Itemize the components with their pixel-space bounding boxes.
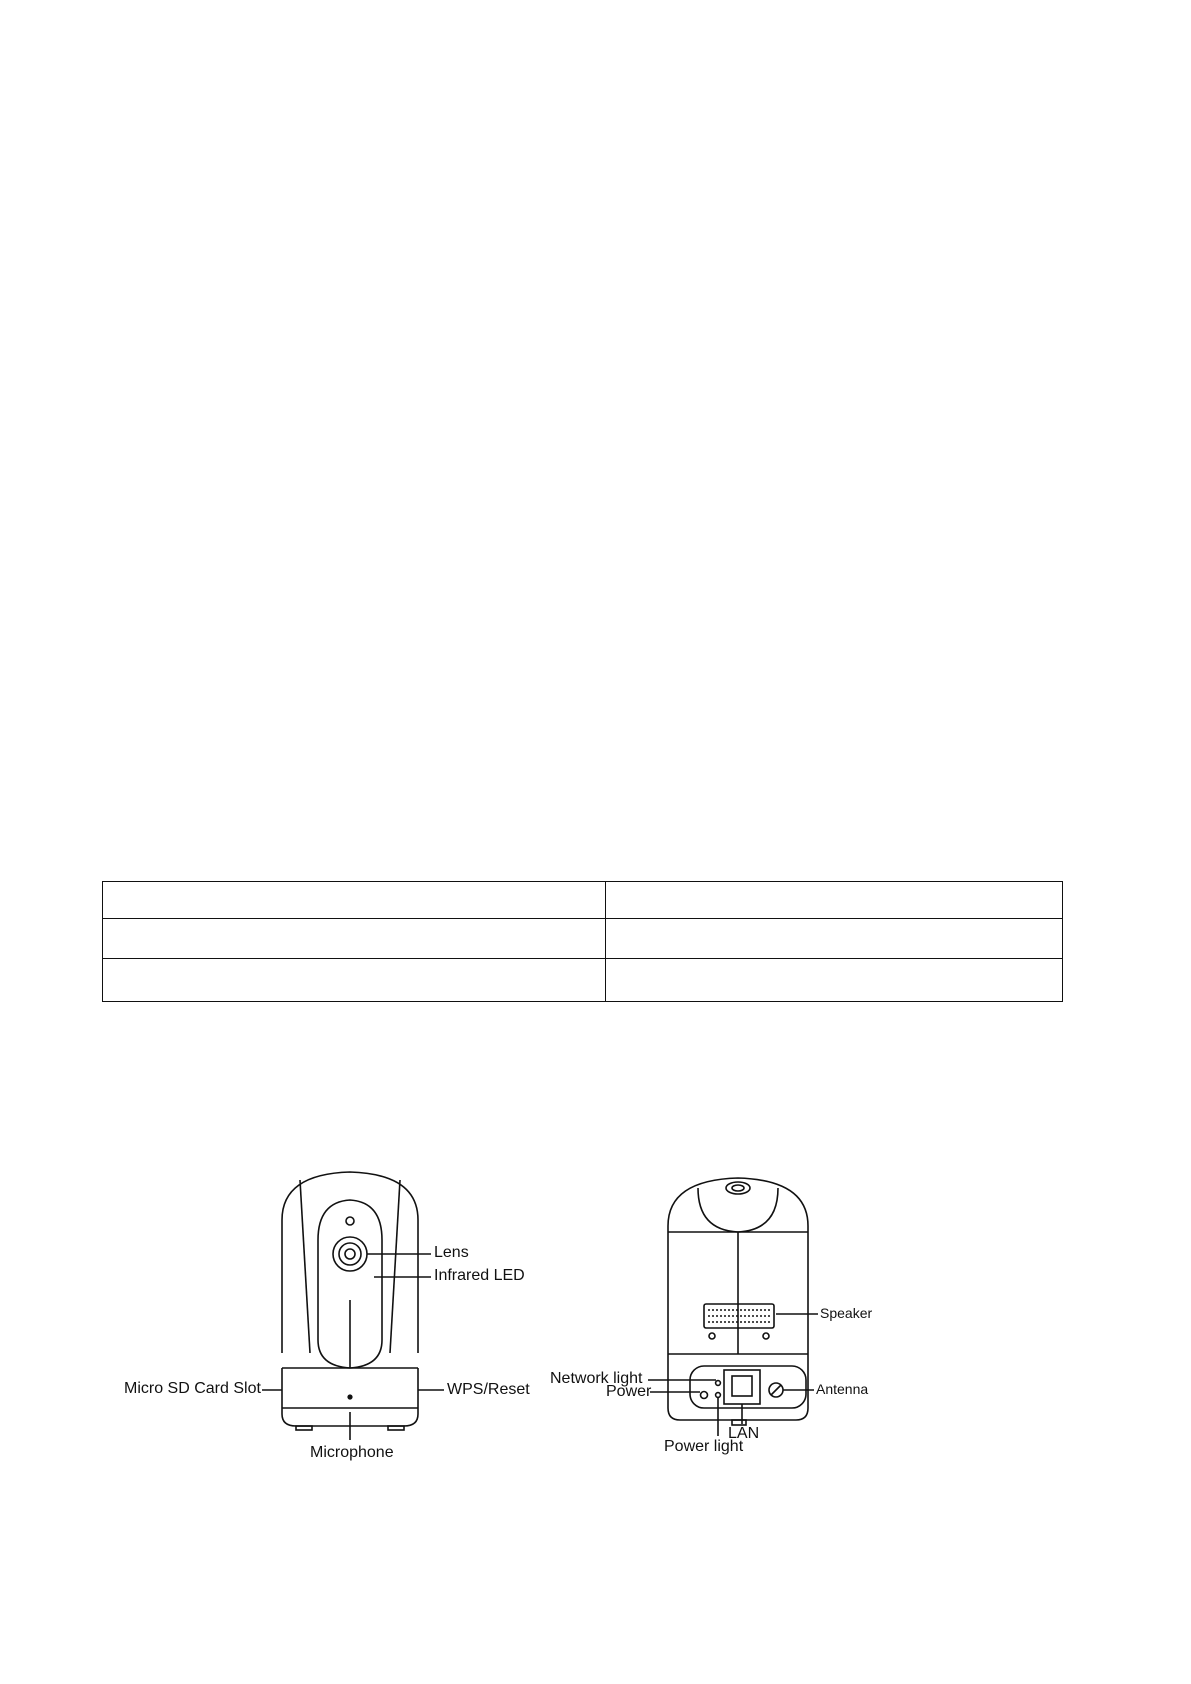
table-row [103,959,1063,1002]
label-speaker: Speaker [820,1305,873,1321]
table-row [103,882,1063,919]
microphone-hole [348,1395,352,1399]
top-speaker-vent [726,1182,750,1194]
label-infrared-led: Infrared LED [434,1267,525,1284]
front-leader-lines [262,1254,444,1440]
front-lens [333,1217,367,1271]
table-row [103,919,1063,959]
spec-table [102,881,1063,1002]
table-cell [103,919,606,959]
label-lan: LAN [728,1425,760,1442]
port-panel [690,1366,806,1408]
label-wps-reset: WPS/Reset [447,1381,530,1398]
table-cell [606,882,1063,919]
label-microphone: Microphone [310,1444,394,1461]
table-cell [103,959,606,1002]
table-cell [606,919,1063,959]
label-antenna: Antenna [816,1381,869,1397]
label-sd-card-slot: Micro SD Card Slot [124,1380,261,1397]
label-lens: Lens [434,1244,469,1261]
label-network-light: Network light [550,1370,643,1387]
table-cell [606,959,1063,1002]
back-camera-body [668,1178,808,1425]
camera-diagram [0,1140,1191,1461]
speaker-grille [704,1304,774,1339]
front-camera-body [282,1172,418,1430]
back-leader-lines [648,1314,818,1436]
label-power-light: Power light [664,1438,744,1455]
label-power: Power [606,1383,652,1400]
table-cell [103,882,606,919]
